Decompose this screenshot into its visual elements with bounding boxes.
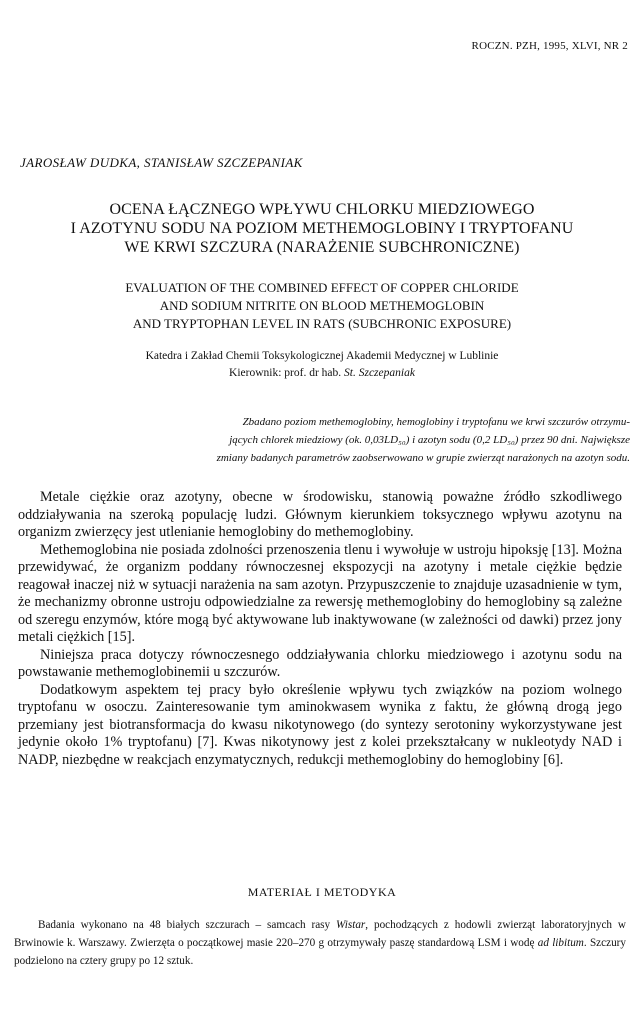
affiliation-head bbox=[20, 365, 624, 382]
title-english-line: AND TRYPTOPHAN LEVEL IN RATS (SUBCHRONIC EXPOSURE) bbox=[132, 316, 512, 331]
body-paragraph: Dodatkowym aspektem tej pracy było określenie wpływu tych związków na poziom wolnego tryptofanu w osoczu. Zainteresowanie tym aminokwasem wynika z faktu, że główną drogą jego przemiany jest biotransformacja do kwasu nikotynowego (do syntezy serotoniny wykorzystywane jest jedynie około 1% tryptofanu) [7]. Kwas nikotynowy jest z kolei przekształcany w nukleotydy NAD i NADP, niezbędne w reakcjach enzymatycznych, redukcji methemoglobiny do hemoglobiny [6]. bbox=[18, 681, 622, 768]
ad-libitum-term: ad libitum bbox=[537, 937, 584, 949]
title-polish bbox=[10, 200, 634, 257]
title-english-line: AND SODIUM NITRITE ON BLOOD METHEMOGLOBIN bbox=[159, 298, 485, 313]
body-text bbox=[18, 489, 622, 769]
author-names: JAROSŁAW DUDKA, STANISŁAW SZCZEPANIAK bbox=[20, 155, 303, 170]
methods-text-part: Badania wykonano na 48 białych szczurach – samcach rasy bbox=[38, 919, 337, 931]
affiliation-institution: Katedra i Zakład Chemii Toksykologicznej Akademii Medycznej w Lublinie bbox=[145, 350, 499, 362]
section-heading: MATERIAŁ I METODYKA bbox=[247, 885, 397, 899]
abstract-line: jących chlorek miedziowy (ok. 0,03LD₅₀) i azotyn sodu (0,2 LD₅₀) przez 90 dni. Największe bbox=[229, 434, 630, 446]
abstract bbox=[84, 413, 630, 467]
methods-text-part: , pochodzących z hodowli zwierząt laboratoryjnych w Brwinowie k. Warszawy. Zwierzęta o początkowej masie 220–270 g otrzymywały paszę standardową LSM i wodę bbox=[14, 919, 626, 949]
title-english-line: EVALUATION OF THE COMBINED EFFECT OF COPPER CHLORIDE bbox=[125, 280, 519, 295]
affiliation-head-name: St. Szczepaniak bbox=[344, 367, 415, 379]
body-paragraph: Metale ciężkie oraz azotyny, obecne w środowisku, stanowią poważne źródło szkodliwego oddziaływania na szeroką populację ludzi. Głównym kierunkiem toksycznego wpływu azotynu na organizm zwierzęcy jest utlenianie hemoglobiny do methemoglobiny. bbox=[18, 489, 622, 540]
title-polish-line: I AZOTYNU SODU NA POZIOM METHEMOGLOBINY I TRYPTOFANU bbox=[70, 220, 574, 237]
methods-text-part: . Szczury podzielono na cztery grupy po 12 sztuk. bbox=[14, 937, 626, 967]
title-english bbox=[20, 279, 624, 333]
methods-text bbox=[14, 916, 626, 970]
title-polish-line: OCENA ŁĄCZNEGO WPŁYWU CHLORKU MIEDZIOWEGO bbox=[109, 201, 535, 218]
body-paragraph: Methemoglobina nie posiada zdolności przenoszenia tlenu i wywołuje w ustroju hipoksję [13]. Można przewidywać, że organizm poddany równoczesnej ekspozycji na azotyny i metale ciężkie będzie reagował inaczej niż w sytuacji narażenia na sam azotyn. Przypuszczenie to znajduje uzasadnienie w tym, że mechanizmy obronne ustroju odpowiedzialne za rewersję methemoglobiny do hemoglobiny są zależne od szeregu enzymów, które mogą być aktywowane lub inaktywowane (w zależności od dawki) przez jony metali ciężkich [15]. bbox=[18, 541, 622, 645]
rat-strain-name: Wistar bbox=[336, 919, 366, 931]
methods-paragraph bbox=[14, 916, 626, 970]
journal-reference: ROCZN. PZH, 1995, XLVI, NR 2 bbox=[471, 40, 628, 52]
abstract-line: Zbadano poziom methemoglobiny, hemoglobiny i tryptofanu we krwi szczurów otrzymu- bbox=[242, 416, 630, 428]
body-paragraph: Niniejsza praca dotyczy równoczesnego oddziaływania chlorku miedziowego i azotynu sodu na powstawanie methemoglobinemii u szczurów. bbox=[18, 646, 622, 680]
affiliation bbox=[20, 348, 624, 382]
title-polish-line: WE KRWI SZCZURA (NARAŻENIE SUBCHRONICZNE) bbox=[124, 239, 520, 256]
abstract-line: zmiany badanych parametrów zaobserwowano w grupie zwierząt narażonych na azotyn sodu. bbox=[216, 452, 630, 464]
affiliation-head-label: Kierownik: prof. dr hab. bbox=[229, 367, 342, 379]
